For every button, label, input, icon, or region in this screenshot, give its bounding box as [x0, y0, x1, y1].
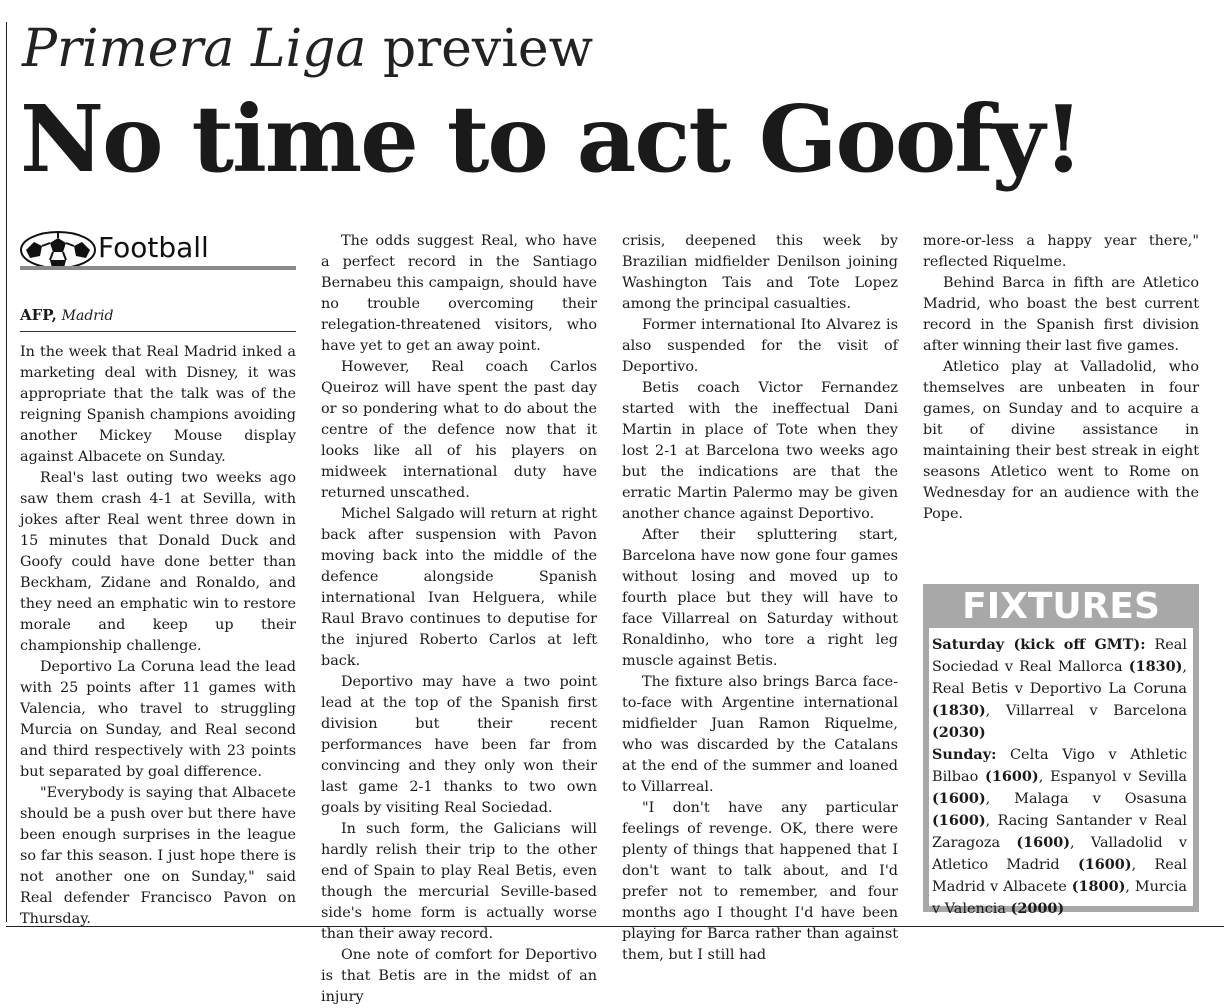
- fixtures-day-label: Sunday:: [932, 746, 997, 763]
- article-column-3: [622, 231, 898, 966]
- fixtures-body: [929, 628, 1193, 917]
- paragraph: Behind Barca in fifth are Atletico Madrid, who boast the best current record in the Spanish first division after winning their last five games.: [923, 275, 1199, 354]
- paragraph: "I don't have any particular feelings of revenge. OK, there were plenty of things that happened that I don't want to talk about, and I'd prefer not to remember, and four months ago I thought I'd have been playing for Barca rather than against them, but I still had: [622, 800, 898, 963]
- fixture-time: (1830): [932, 702, 986, 719]
- fixture-time: (1600): [1016, 834, 1071, 851]
- fixture-match: Real Betis v Deportivo La Coruna: [932, 681, 1187, 697]
- fixture-match: Villarreal v Barcelona: [1005, 703, 1187, 719]
- paragraph: One note of comfort for Deportivo is that Betis are in the midst of an injury: [321, 947, 597, 1005]
- paragraph: Atletico play at Valladolid, who themselves are unbeaten in four games, on Sunday and to acquire a bit of divine assistance in maintaining their best streak in eight seasons Atletico went to Rome on Wednesday for an audience with the Pope.: [923, 359, 1199, 522]
- article-column-1: [20, 342, 296, 930]
- fixture-match: Malaga v Osasuna: [1014, 791, 1187, 807]
- section-label: Football: [98, 231, 209, 264]
- fixtures-box: [923, 584, 1199, 917]
- fixture-time: (2000): [1010, 900, 1065, 917]
- section-rule: [20, 266, 296, 270]
- fixture-time: (1600): [932, 790, 986, 807]
- paragraph: Deportivo La Coruna lead the lead with 25 points after 11 games with Valencia, who travel to struggling Murcia on Sunday, and Real second and third respectively with 23 points but separated by goal difference.: [20, 659, 296, 780]
- kicker-italic: Primera Liga: [22, 19, 367, 79]
- fixture-match: Celta Vigo v Athletic Bilbao: [932, 747, 1187, 785]
- fixture-time: (1600): [985, 768, 1039, 785]
- headline: No time to act Goofy!: [20, 85, 1082, 193]
- soccer-ball-icon: [20, 228, 96, 268]
- fixture-match: Real Sociedad v Real Mallorca: [932, 637, 1187, 675]
- paragraph: Former international Ito Alvarez is also suspended for the visit of Deportivo.: [622, 317, 898, 375]
- fixture-match: Murcia v Valencia: [932, 879, 1187, 917]
- fixture-time: (2030): [932, 724, 986, 741]
- byline: [20, 304, 296, 332]
- paragraph: more-or-less a happy year there," reflected Riquelme.: [923, 233, 1199, 270]
- paragraph: crisis, deepened this week by Brazilian midfielder Denilson joining Washington Tais and Tote Lopez among the principal casualties.: [622, 233, 898, 312]
- paragraph: However, Real coach Carlos Queiroz will have spent the past day or so pondering what to do about the centre of the defence now that it looks like all of his players on midweek international duty have returned unscathed.: [321, 359, 597, 501]
- fixtures-day-label: Saturday (kick off GMT):: [932, 636, 1146, 653]
- paragraph: The fixture also brings Barca face-to-face with Argentine international midfielder Juan Ramon Riquelme, who was discarded by the Catalans at the end of the summer and loaned to Villarreal.: [622, 674, 898, 795]
- fixture-time: (1600): [932, 812, 986, 829]
- fixtures-title: FIXTURES: [962, 586, 1160, 627]
- fixtures-saturday: Saturday (kick off GMT): Real Sociedad v Real Mallorca (1830), Real Betis v Deportivo La Coruna (1830), Villarreal v Barcelona (2030): [932, 636, 1187, 741]
- byline-agency: AFP,: [20, 306, 57, 324]
- paragraph: In the week that Real Madrid inked a marketing deal with Disney, it was appropriate that the talk was of the reigning Spanish champions avoiding another Mickey Mouse display against Albacete on Sunday.: [20, 344, 296, 465]
- paragraph: Real's last outing two weeks ago saw them crash 4-1 at Sevilla, with jokes after Real went three down in 15 minutes that Donald Duck and Goofy could have done better than Beckham, Zidane and Ronaldo, and they need an emphatic win to restore morale and keep up their championship challenge.: [20, 470, 296, 654]
- paragraph: Michel Salgado will return at right back after suspension with Pavon moving back into the middle of the defence alongside Spanish international Ivan Helguera, while Raul Bravo continues to deputise for the injured Roberto Carlos at left back.: [321, 506, 597, 669]
- fixtures-sunday: Sunday: Celta Vigo v Athletic Bilbao (1600), Espanyol v Sevilla (1600), Malaga v Osasuna (1600), Racing Santander v Real Zaragoza (1600), Valladolid v Atletico Madrid (1600), Real Madrid v Albacete (1800), Murcia v Valencia (2000): [932, 746, 1188, 917]
- paragraph: "Everybody is saying that Albacete should be a push over but there have been enough surprises in the league so far this season. I just hope there is not another one on Sunday," said Real defender Francisco Pavon on Thursday.: [20, 785, 296, 927]
- section-tag: [20, 226, 296, 270]
- fixture-time: (1800): [1071, 878, 1126, 895]
- paragraph: The odds suggest Real, who have a perfect record in the Santiago Bernabeu this campaign, should have no trouble overcoming their relegation-threatened visitors, who have yet to get an away point.: [321, 233, 597, 354]
- byline-place: Madrid: [61, 308, 114, 324]
- kicker: [22, 12, 593, 86]
- paragraph: In such form, the Galicians will hardly relish their trip to the other end of Spain to play Real Betis, even though the mercurial Seville-based side's home form is actually worse than their away record.: [321, 821, 597, 942]
- paragraph: Betis coach Victor Fernandez started with the ineffectual Dani Martin in place of Tote when they lost 2-1 at Barcelona two weeks ago but the indications are that the erratic Martin Palermo may be given another chance against Deportivo.: [622, 380, 898, 522]
- fixture-match: Valladolid v Atletico Madrid: [932, 835, 1187, 873]
- fixture-time: (1830): [1128, 658, 1183, 675]
- fixture-match: Real Madrid v Albacete: [932, 857, 1188, 895]
- kicker-rest: preview: [366, 19, 594, 79]
- fixture-match: Espanyol v Sevilla: [1050, 769, 1187, 785]
- fixture-match: Racing Santander v Real Zaragoza: [932, 813, 1187, 851]
- paragraph: Deportivo may have a two point lead at the top of the Spanish first division but their recent performances have been far from convincing and they only won their last game 2-1 thanks to two own goals by visiting Real Sociedad.: [321, 674, 597, 816]
- article-column-2: [321, 231, 597, 1008]
- article-column-4: [923, 231, 1199, 525]
- paragraph: After their spluttering start, Barcelona have now gone four games without losing and moved up to fourth place but they will have to face Villarreal on Saturday without Ronaldinho, who tore a right leg muscle against Betis.: [622, 527, 898, 669]
- fixture-time: (1600): [1077, 856, 1132, 873]
- page-border-left: [6, 22, 7, 922]
